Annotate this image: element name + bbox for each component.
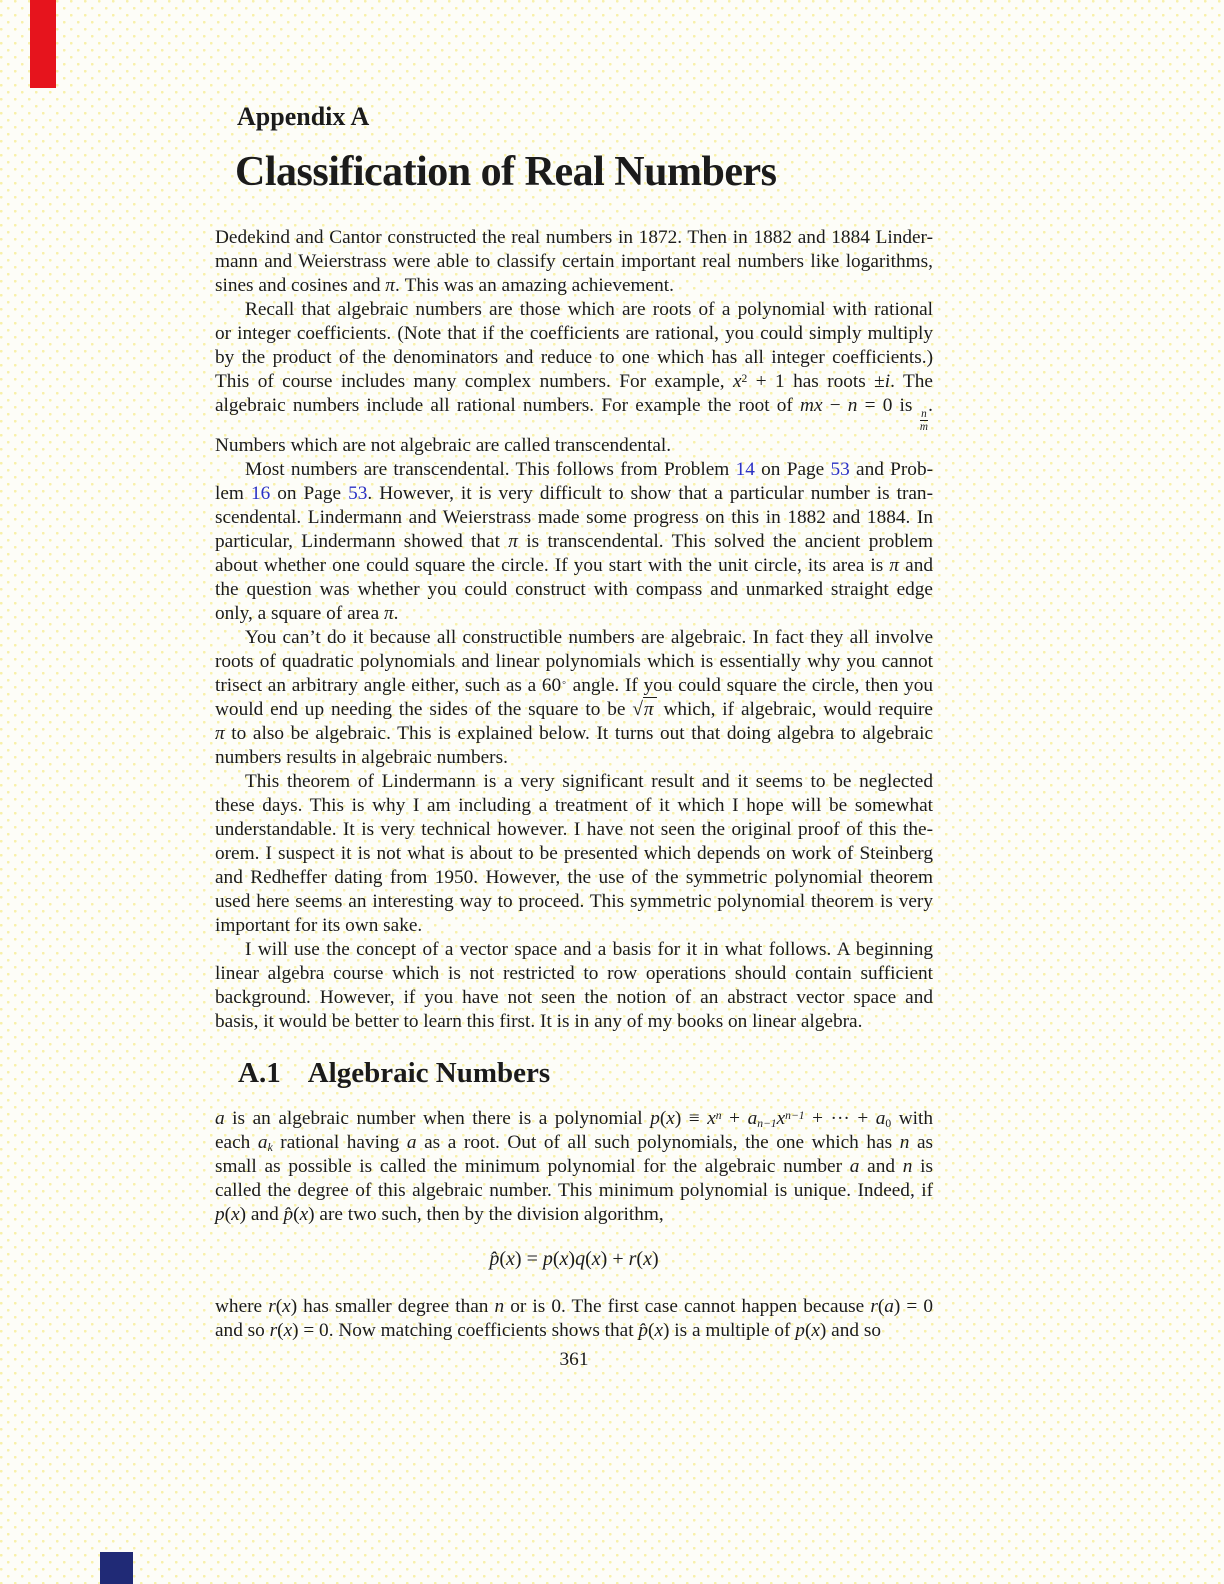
math-italic: q xyxy=(575,1247,586,1270)
text-line xyxy=(215,434,933,458)
paragraph xyxy=(215,938,933,1034)
math-italic: x xyxy=(506,1247,515,1270)
text-run: understandable. It is very technical however. I have not seen the original proof of this the- xyxy=(215,818,933,840)
paragraph xyxy=(215,298,933,458)
paragraph xyxy=(215,770,933,938)
text-run: ( xyxy=(648,1319,655,1341)
math-italic: x xyxy=(283,1319,293,1341)
text-line xyxy=(215,1107,933,1131)
text-run: numbers results in algebraic numbers. xyxy=(215,746,508,768)
math-italic: mx xyxy=(800,395,823,416)
math-italic: p xyxy=(650,1107,660,1129)
math-italic: x xyxy=(282,1295,291,1317)
text-run: ( xyxy=(552,1247,560,1270)
text-run: ) and so xyxy=(819,1319,881,1341)
radical-sign: √ xyxy=(632,698,643,720)
text-line xyxy=(215,938,933,962)
text-line xyxy=(215,1179,933,1203)
math-italic: x xyxy=(776,1107,786,1129)
text-run: ( xyxy=(877,1295,885,1317)
display-equation xyxy=(215,1247,933,1271)
superscript: n xyxy=(715,1108,722,1122)
text-run: about whether one could square the circle. If you start with the unit circle, its area is xyxy=(215,554,890,576)
text-line xyxy=(215,746,933,770)
text-run: ) xyxy=(568,1247,576,1270)
math-italic: x xyxy=(591,1247,601,1270)
paragraph xyxy=(215,226,933,298)
page-ref-link[interactable]: 53 xyxy=(348,482,368,504)
text-run: and xyxy=(899,554,933,576)
text-run: is an algebraic number when there is a polynomial xyxy=(224,1107,651,1129)
text-run: ) is a multiple of xyxy=(663,1319,796,1341)
text-run: This theorem of Lindermann is a very significant result and it seems to be neglected xyxy=(245,770,933,792)
text-line xyxy=(215,650,933,674)
text-run: background. However, if you have not seen the notion of an abstract vector space and xyxy=(215,986,933,1008)
text-run: ) has smaller degree than xyxy=(290,1295,495,1317)
text-run: ) xyxy=(651,1247,659,1270)
text-run: basis, it would be better to learn this first. It is in any of my books on linear algebra. xyxy=(215,1010,863,1032)
paragraph xyxy=(215,1107,933,1227)
inline-fraction xyxy=(920,408,929,434)
text-run: by the product of the denominators and reduce to one which has all integer coefficients.) xyxy=(215,347,933,368)
text-run: lem xyxy=(215,482,251,504)
text-run: scendental. Lindermann and Weierstrass made some progress on this in 1882 and 1884. In xyxy=(215,506,933,528)
text-run: ( xyxy=(804,1319,812,1341)
text-run: and Redheffer dating from 1950. However, the use of the symmetric polynomial theorem xyxy=(215,866,933,888)
paragraph xyxy=(215,1295,933,1343)
text-line xyxy=(215,962,933,986)
page-ref-link[interactable]: 16 xyxy=(250,482,271,504)
math-italic: n xyxy=(902,1155,913,1177)
text-line xyxy=(215,866,933,890)
page-ref-link[interactable]: 53 xyxy=(830,458,850,480)
appendix-label: Appendix A xyxy=(237,102,370,131)
math-italic: r xyxy=(870,1295,878,1317)
section-number: A.1 xyxy=(238,1056,281,1089)
math-italic: r xyxy=(268,1295,276,1317)
text-line xyxy=(215,890,933,914)
text-run: Recall that algebraic numbers are those which are roots of a polynomial with rational xyxy=(245,299,933,320)
chapter-title: Classification of Real Numbers xyxy=(235,149,777,195)
text-line xyxy=(215,602,933,626)
text-line xyxy=(215,250,933,274)
text-run: which, if algebraic, would require xyxy=(656,698,933,720)
text-run: angle. If you could square the circle, then you xyxy=(566,674,933,696)
text-run: ( xyxy=(585,1247,592,1270)
text-run: You can’t do it because all constructible numbers are algebraic. In fact they all involve xyxy=(245,626,933,648)
text-run: mann and Weierstrass were able to classify certain important real numbers like logarithms, xyxy=(215,251,933,272)
text-run: ( xyxy=(224,1203,232,1225)
text-run: trisect an arbitrary angle either, such as a 60 xyxy=(215,674,562,696)
page-number: 361 xyxy=(559,1349,589,1370)
math-italic: r xyxy=(269,1319,278,1341)
text-run: small as possible is called the minimum polynomial for the algebraic number xyxy=(215,1155,850,1177)
red-edge-ribbon xyxy=(30,0,56,88)
text-run: and so xyxy=(215,1319,270,1341)
section-heading xyxy=(215,1056,933,1090)
superscript: ◦ xyxy=(561,675,567,689)
text-line xyxy=(215,530,933,554)
text-line xyxy=(215,506,933,530)
text-line xyxy=(215,458,933,482)
text-run: Most numbers are transcendental. This follows from Problem xyxy=(245,458,736,480)
math-italic: a xyxy=(406,1131,417,1153)
text-run: only, a square of area xyxy=(215,602,384,624)
text-run: ) + xyxy=(600,1247,629,1270)
text-run: Numbers which are not algebraic are called transcendental. xyxy=(215,434,672,456)
text-line xyxy=(215,1319,933,1343)
subscript: k xyxy=(267,1140,273,1154)
math-italic: π xyxy=(889,554,900,576)
text-run: algebraic numbers include all rational numbers. For example the root of xyxy=(215,395,801,416)
text-line xyxy=(215,674,933,698)
math-italic: x xyxy=(559,1247,569,1270)
math-italic: x xyxy=(732,371,742,392)
text-line xyxy=(215,274,933,298)
text-run: . xyxy=(393,602,399,624)
math-italic: x xyxy=(643,1247,652,1270)
text-run: ) and xyxy=(239,1203,284,1225)
text-line xyxy=(215,626,933,650)
text-run: ) = xyxy=(514,1247,543,1270)
text-run: where xyxy=(215,1295,269,1317)
text-run: linear algebra course which is not restricted to row operations should contain sufficient xyxy=(215,962,933,984)
text-run: or integer coefficients. (Note that if the coefficients are rational, you could simply multiply xyxy=(215,323,933,344)
text-run: sines and cosines and xyxy=(215,275,386,296)
text-run: ) = 0. Now matching coefficients shows that xyxy=(292,1319,639,1341)
math-italic: n xyxy=(899,1131,910,1153)
text-run: ( xyxy=(275,1295,283,1317)
text-line xyxy=(215,578,933,602)
text-run: This of course includes many complex numbers. For example, xyxy=(215,371,733,392)
text-run: ( xyxy=(277,1319,284,1341)
text-line xyxy=(215,346,933,370)
math-italic: a xyxy=(747,1107,758,1129)
text-line xyxy=(215,770,933,794)
text-line xyxy=(215,986,933,1010)
math-italic: p xyxy=(542,1247,553,1270)
text-run: is xyxy=(912,1155,933,1177)
text-line xyxy=(215,914,933,938)
text-run: ) = 0 xyxy=(893,1295,933,1317)
text-run: . However, it is very difficult to show that a particular number is tran- xyxy=(367,482,933,504)
text-run: each xyxy=(215,1131,258,1153)
math-italic: x xyxy=(654,1319,664,1341)
text-run: is transcendental. This solved the ancient problem xyxy=(517,530,933,552)
text-line xyxy=(215,1155,933,1179)
math-italic: a xyxy=(884,1295,894,1317)
math-italic: a xyxy=(849,1155,860,1177)
text-line xyxy=(215,1203,933,1227)
math-italic: p xyxy=(795,1319,805,1341)
text-run: ) are two such, then by the division algorithm, xyxy=(308,1203,664,1225)
text-run: as xyxy=(909,1131,934,1153)
section-title: Algebraic Numbers xyxy=(307,1056,551,1089)
navy-edge-ribbon xyxy=(100,1552,133,1584)
text-line xyxy=(215,226,933,250)
text-line xyxy=(215,298,933,322)
math-italic: n xyxy=(847,395,858,416)
text-run: ( xyxy=(659,1107,667,1129)
text-run: orem. I suspect it is not what is about to be presented which depends on work of Steinberg xyxy=(215,842,933,864)
paragraph xyxy=(215,458,933,626)
math-italic: x xyxy=(707,1107,716,1129)
math-italic: x xyxy=(666,1107,675,1129)
text-run: as a root. Out of all such polynomials, the one which has xyxy=(416,1131,900,1153)
math-italic: a xyxy=(875,1107,886,1129)
hat-letter: p̂ xyxy=(489,1247,500,1270)
text-line xyxy=(215,794,933,818)
text-run: rational having xyxy=(272,1131,407,1153)
text-run: − xyxy=(822,395,848,416)
text-run: with xyxy=(891,1107,934,1129)
text-run: + ··· + xyxy=(804,1107,876,1129)
math-italic: a xyxy=(257,1131,268,1153)
text-run: on Page xyxy=(754,458,831,480)
text-line xyxy=(215,394,933,434)
text-run: the question was whether you could construct with compass and unmarked straight edge xyxy=(215,578,933,600)
text-run: used here seems an interesting way to proceed. This symmetric polynomial theorem is very xyxy=(215,890,933,912)
text-run: I will use the concept of a vector space and a basis for it in what follows. A beginning xyxy=(245,938,933,960)
math-italic: a xyxy=(215,1107,225,1129)
text-run: these days. This is why I am including a treatment of it which I hope will be somewhat xyxy=(215,794,933,816)
hat-letter: p̂ xyxy=(638,1319,649,1341)
superscript: n−1 xyxy=(785,1108,805,1122)
text-line xyxy=(215,1295,933,1319)
body-text xyxy=(215,226,933,1343)
text-run: Dedekind and Cantor constructed the real numbers in 1872. Then in 1882 and 1884 Linder- xyxy=(215,227,933,248)
text-line xyxy=(215,722,933,746)
math-italic: π xyxy=(383,602,394,624)
text-line xyxy=(215,482,933,506)
text-run: important for its own sake. xyxy=(215,914,423,936)
text-line xyxy=(215,1131,933,1155)
page-ref-link[interactable]: 14 xyxy=(735,458,755,480)
math-italic: x xyxy=(231,1203,240,1225)
superscript: 2 xyxy=(741,371,748,385)
text-run: ( xyxy=(293,1203,300,1225)
subscript: n−1 xyxy=(757,1116,777,1130)
text-run: + 1 has roots ± xyxy=(747,371,885,392)
text-run: and xyxy=(859,1155,903,1177)
math-italic: n xyxy=(494,1295,505,1317)
text-run: on Page xyxy=(270,482,349,504)
text-line xyxy=(215,554,933,578)
paragraph xyxy=(215,626,933,770)
hat-letter: p̂ xyxy=(283,1203,294,1225)
text-line xyxy=(215,842,933,866)
math-italic: π xyxy=(508,530,518,552)
text-run: ( xyxy=(499,1247,507,1270)
text-line xyxy=(215,370,933,394)
text-run: to also be algebraic. This is explained below. It turns out that doing algebra to algebraic xyxy=(224,722,933,744)
text-run: would end up needing the sides of the square to be xyxy=(215,698,633,720)
fraction-numerator: n xyxy=(921,408,927,421)
math-italic: p xyxy=(215,1203,225,1225)
text-line xyxy=(215,322,933,346)
subscript: 0 xyxy=(885,1116,892,1130)
text-run: ) ≡ xyxy=(674,1107,708,1129)
text-line xyxy=(215,818,933,842)
math-italic: x xyxy=(811,1319,820,1341)
text-run: . xyxy=(928,395,933,416)
radicand: π xyxy=(643,697,657,720)
text-run: . This was an amazing achievement. xyxy=(394,275,674,296)
text-run: or is 0. The first case cannot happen because xyxy=(504,1295,871,1317)
text-line xyxy=(215,1010,933,1034)
text-run: ( xyxy=(636,1247,644,1270)
math-italic: x xyxy=(299,1203,309,1225)
math-italic: i xyxy=(884,371,891,392)
math-italic: π xyxy=(385,275,395,296)
text-run: called the degree of this algebraic number. This minimum polynomial is unique. Indeed, if xyxy=(215,1179,933,1201)
text-run: and Prob- xyxy=(849,458,934,480)
math-italic: π xyxy=(215,722,225,744)
square-root xyxy=(632,697,656,720)
text-run: particular, Lindermann showed that xyxy=(215,530,509,552)
fraction-denominator: m xyxy=(919,421,928,434)
text-run: + xyxy=(721,1107,748,1129)
text-run: roots of quadratic polynomials and linear polynomials which is essentially why you cannot xyxy=(215,650,933,672)
text-run: . The xyxy=(890,371,933,392)
text-line xyxy=(215,698,933,722)
math-italic: r xyxy=(628,1247,637,1270)
text-run: = 0 is xyxy=(857,395,920,416)
